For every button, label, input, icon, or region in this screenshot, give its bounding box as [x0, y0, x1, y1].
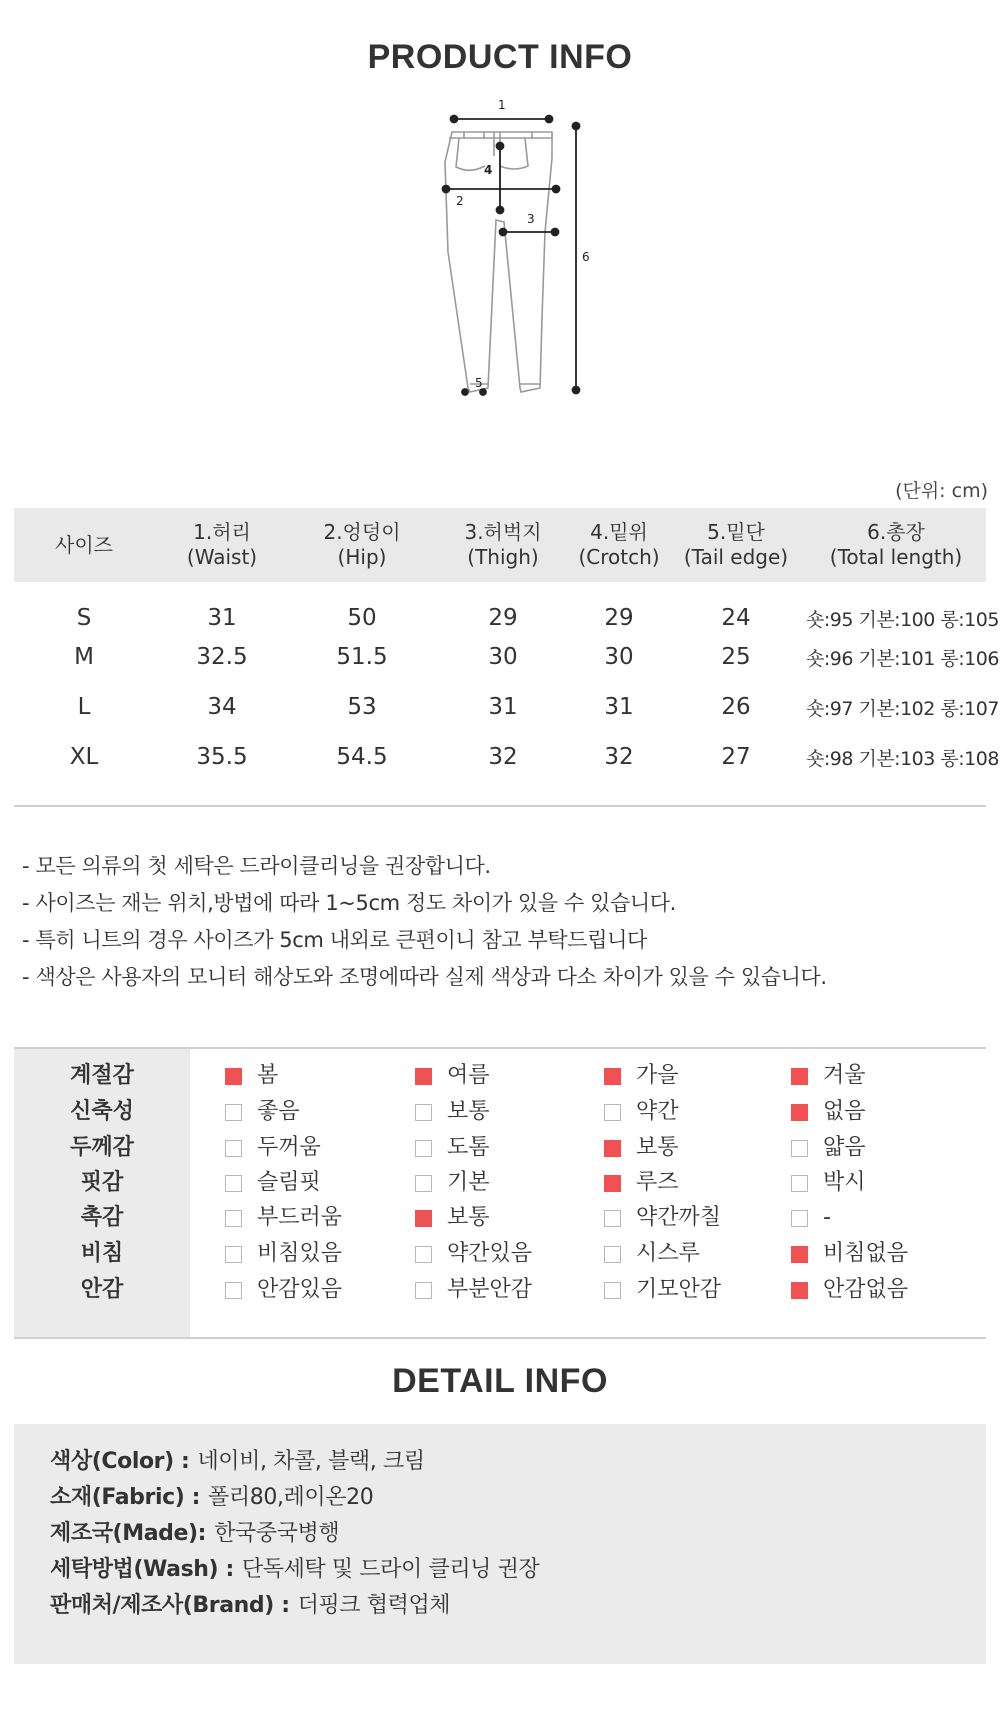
size-value: 24 [721, 605, 751, 631]
size-value: 54.5 [336, 744, 388, 770]
size-value: 30 [488, 644, 518, 670]
option-label: 부드러움 [257, 1205, 343, 1230]
option-label: - [823, 1205, 831, 1230]
option-label: 두꺼움 [257, 1135, 321, 1160]
checked-box-icon [225, 1068, 242, 1085]
size-value: 26 [721, 694, 751, 720]
detail-info-title: DETAIL INFO [392, 1362, 608, 1400]
size-name: M [74, 644, 94, 670]
size-table-header-cell [806, 508, 986, 582]
checked-box-icon [604, 1175, 621, 1192]
size-value: 32 [488, 744, 518, 770]
characteristic-row [14, 1129, 986, 1167]
note-item: - 색상은 사용자의 모니터 해상도와 조명에따라 실제 색상과 다소 차이가 있을 수 있습니다. [22, 965, 827, 989]
size-row [14, 632, 986, 682]
characteristic-label: 두께감 [70, 1135, 134, 1160]
characteristic-row [14, 1271, 986, 1309]
size-value: 27 [721, 744, 751, 770]
header-sublabel: (Total length) [829, 545, 963, 569]
characteristic-row [14, 1164, 986, 1202]
header-sublabel: (Waist) [186, 545, 258, 569]
header-label: 사이즈 [55, 532, 113, 557]
option-label: 약간있음 [447, 1241, 533, 1266]
unchecked-box-icon [225, 1246, 242, 1263]
label-3: 3 [527, 212, 535, 226]
size-value: 29 [488, 605, 518, 631]
detail-value: 한국중국병행 [214, 1521, 340, 1546]
size-name: XL [69, 744, 99, 770]
option-label: 여름 [447, 1063, 490, 1088]
size-table-header-cell [572, 508, 666, 582]
unchecked-box-icon [791, 1210, 808, 1227]
unit-label: (단위: cm) [895, 480, 988, 502]
detail-row [50, 1478, 373, 1518]
option-label: 보통 [636, 1135, 679, 1160]
size-value: 34 [207, 694, 237, 720]
unchecked-box-icon [225, 1282, 242, 1299]
option-label: 시스루 [636, 1241, 700, 1266]
note-item: - 사이즈는 재는 위치,방법에 따라 1~5cm 정도 차이가 있을 수 있습니다. [22, 891, 676, 915]
option-label: 루즈 [636, 1170, 679, 1195]
size-value: 53 [347, 694, 377, 720]
unchecked-box-icon [225, 1140, 242, 1157]
size-name: S [76, 605, 92, 631]
label-1: 1 [498, 98, 506, 112]
characteristic-label: 계절감 [70, 1063, 134, 1088]
characteristic-label: 촉감 [80, 1205, 124, 1230]
characteristic-row [14, 1199, 986, 1237]
detail-value: 폴리80,레이온20 [208, 1485, 374, 1510]
characteristic-row [14, 1235, 986, 1273]
unchecked-box-icon [604, 1246, 621, 1263]
unchecked-box-icon [415, 1140, 432, 1157]
unchecked-box-icon [225, 1210, 242, 1227]
size-value: 30 [604, 644, 634, 670]
size-value: 31 [604, 694, 634, 720]
size-row [14, 582, 986, 632]
size-table-header-cell [14, 508, 154, 582]
header-label: 1.허리 [193, 520, 251, 544]
detail-row [50, 1586, 450, 1626]
measure-labels [456, 98, 590, 390]
detail-info-box [14, 1424, 986, 1664]
unchecked-box-icon [791, 1175, 808, 1192]
characteristic-row [14, 1093, 986, 1131]
header-sublabel: (Crotch) [578, 545, 660, 569]
characteristic-label: 안감 [80, 1277, 124, 1302]
option-label: 겨울 [823, 1063, 866, 1088]
label-2: 2 [456, 194, 464, 208]
checked-box-icon [791, 1246, 808, 1263]
size-name: L [77, 694, 91, 720]
label-6: 6 [582, 250, 590, 264]
characteristic-label: 비침 [80, 1241, 124, 1266]
size-value: 51.5 [336, 644, 388, 670]
checked-box-icon [791, 1282, 808, 1299]
size-value: 25 [721, 644, 751, 670]
option-label: 기본 [447, 1170, 490, 1195]
detail-key: 제조국(Made): [50, 1521, 207, 1546]
characteristics-table [14, 1047, 986, 1339]
header-sublabel: (Tail edge) [683, 545, 789, 569]
option-label: 도톰 [447, 1135, 490, 1160]
detail-key: 판매처/제조사(Brand) : [50, 1593, 290, 1618]
unchecked-box-icon [791, 1140, 808, 1157]
option-label: 봄 [257, 1063, 279, 1088]
option-label: 보통 [447, 1205, 490, 1230]
unchecked-box-icon [415, 1282, 432, 1299]
size-value: 숏:98 기본:103 롱:108 [806, 747, 999, 770]
option-label: 안감없음 [823, 1277, 909, 1302]
checked-box-icon [791, 1104, 808, 1121]
option-label: 좋음 [257, 1099, 300, 1124]
label-5: 5 [475, 376, 483, 390]
detail-value: 단독세탁 및 드라이 클리닝 권장 [241, 1557, 540, 1582]
checked-box-icon [604, 1068, 621, 1085]
size-value: 32 [604, 744, 634, 770]
option-label: 약간까칠 [636, 1205, 722, 1230]
option-label: 비침없음 [823, 1241, 909, 1266]
header-label: 3.허벅지 [464, 520, 542, 544]
size-value: 숏:97 기본:102 롱:107 [806, 697, 999, 720]
size-table-header-cell [290, 508, 434, 582]
header-sublabel: (Thigh) [467, 545, 539, 569]
option-label: 가을 [636, 1063, 679, 1088]
detail-value: 더핑크 협력업체 [297, 1593, 451, 1618]
characteristic-label: 핏감 [80, 1170, 124, 1195]
unchecked-box-icon [604, 1104, 621, 1121]
unchecked-box-icon [415, 1104, 432, 1121]
size-table [14, 508, 999, 782]
detail-key: 세탁방법(Wash) : [50, 1557, 234, 1582]
note-item: - 모든 의류의 첫 세탁은 드라이클리닝을 권장합니다. [22, 854, 491, 878]
size-value: 35.5 [196, 744, 248, 770]
checked-box-icon [604, 1140, 621, 1157]
header-label: 5.밑단 [707, 520, 765, 544]
option-label: 약간 [636, 1099, 679, 1124]
detail-row [50, 1550, 539, 1590]
size-value: 29 [604, 605, 634, 631]
checked-box-icon [791, 1068, 808, 1085]
size-row [14, 682, 986, 732]
size-value: 숏:95 기본:100 롱:105 [806, 608, 999, 631]
size-value: 50 [347, 605, 377, 631]
pants-measurement-diagram [0, 92, 1000, 452]
detail-key: 소재(Fabric) : [50, 1485, 201, 1510]
detail-row [50, 1442, 425, 1482]
size-value: 31 [488, 694, 518, 720]
product-info-title: PRODUCT INFO [367, 38, 633, 76]
option-label: 안감있음 [257, 1277, 343, 1302]
label-4: 4 [484, 163, 493, 177]
option-label: 슬림핏 [257, 1170, 321, 1195]
detail-value: 네이비, 차콜, 블랙, 크림 [197, 1449, 425, 1474]
option-label: 부분안감 [447, 1277, 533, 1302]
note-item: - 특히 니트의 경우 사이즈가 5cm 내외로 큰편이니 참고 부탁드립니다 [22, 928, 647, 952]
unchecked-box-icon [604, 1210, 621, 1227]
option-label: 없음 [823, 1099, 866, 1124]
unchecked-box-icon [225, 1175, 242, 1192]
size-value: 32.5 [196, 644, 248, 670]
characteristic-row [14, 1057, 986, 1095]
header-sublabel: (Hip) [337, 545, 387, 569]
header-label: 2.엉덩이 [323, 520, 401, 544]
detail-key: 색상(Color) : [50, 1449, 190, 1474]
size-table-header-cell [666, 508, 806, 582]
detail-row [50, 1514, 339, 1554]
unchecked-box-icon [415, 1246, 432, 1263]
size-table-header-cell [154, 508, 290, 582]
characteristic-label: 신축성 [70, 1099, 134, 1124]
header-label: 4.밑위 [590, 520, 648, 544]
unchecked-box-icon [604, 1282, 621, 1299]
size-row [14, 732, 986, 782]
size-table-header-cell [434, 508, 572, 582]
unchecked-box-icon [225, 1104, 242, 1121]
option-label: 박시 [823, 1170, 866, 1195]
option-label: 비침있음 [257, 1241, 343, 1266]
option-label: 기모안감 [636, 1277, 722, 1302]
checked-box-icon [415, 1068, 432, 1085]
size-value: 31 [207, 605, 237, 631]
unchecked-box-icon [415, 1175, 432, 1192]
care-notes [22, 848, 827, 996]
size-table-header [14, 508, 986, 582]
header-label: 6.총장 [867, 520, 925, 544]
table-divider [14, 805, 986, 807]
pants-outline [445, 132, 553, 392]
option-label: 얇음 [823, 1135, 866, 1160]
option-label: 보통 [447, 1099, 490, 1124]
checked-box-icon [415, 1210, 432, 1227]
size-value: 숏:96 기본:101 롱:106 [806, 647, 999, 670]
